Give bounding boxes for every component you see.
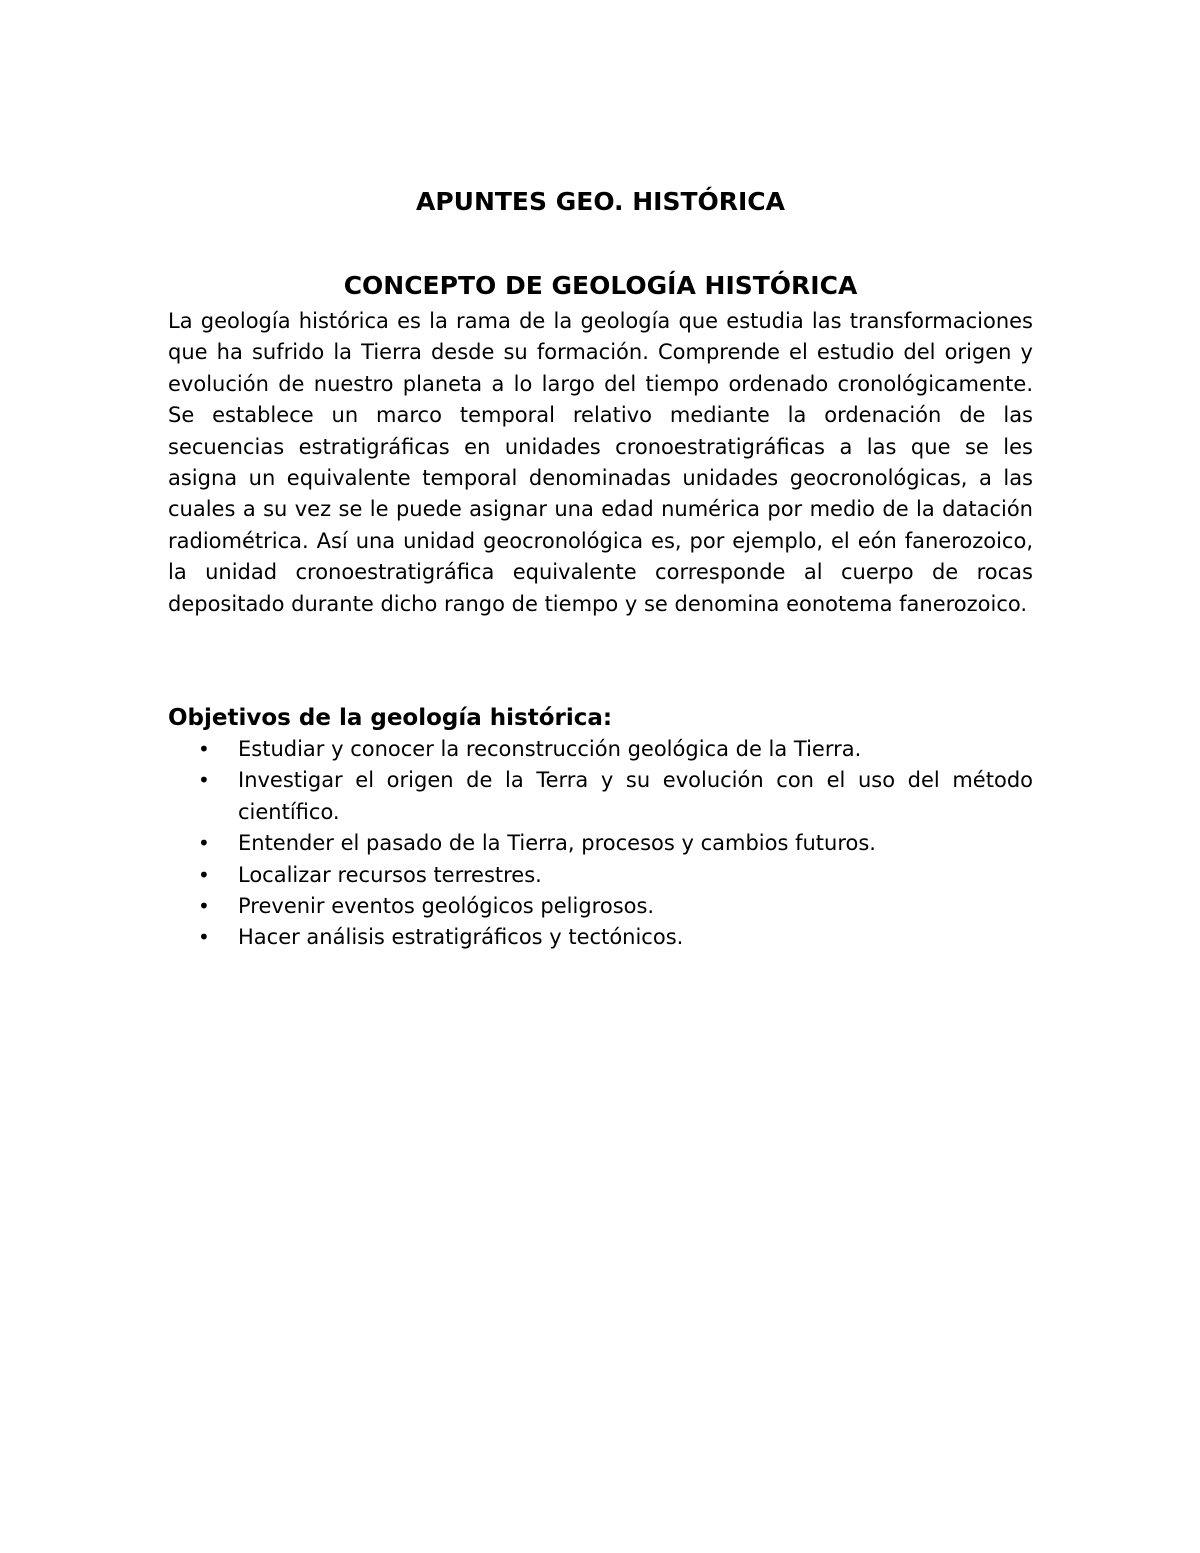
objectives-list (168, 734, 1033, 954)
list-item-text: Investigar el origen de la Terra y su evolución con el uso del método científico. (238, 768, 1033, 824)
bullet-icon: • (198, 925, 210, 950)
section-title: CONCEPTO DE GEOLOGÍA HISTÓRICA (343, 271, 858, 300)
list-item (168, 734, 1033, 765)
list-item-text: Entender el pasado de la Tierra, procesos y cambios futuros. (238, 831, 876, 856)
list-item (168, 922, 1033, 953)
list-item-text: Localizar recursos terrestres. (238, 862, 542, 887)
document-title: APUNTES GEO. HISTÓRICA (415, 187, 786, 216)
objectives-heading: Objetivos de la geología histórica: (168, 705, 613, 731)
list-item-text: Prevenir eventos geológicos peligrosos. (238, 894, 655, 919)
list-item-text: Estudiar y conocer la reconstrucción geológica de la Tierra. (238, 737, 862, 761)
bullet-icon: • (198, 737, 210, 761)
list-item-text: Hacer análisis estratigráficos y tectónicos. (238, 925, 684, 950)
list-item (168, 828, 1033, 859)
bullet-icon: • (198, 894, 210, 919)
bullet-icon: • (198, 768, 210, 793)
bullet-icon: • (198, 831, 210, 856)
bullet-icon: • (198, 862, 210, 887)
list-item (168, 860, 1033, 891)
list-item (168, 765, 1033, 828)
concept-paragraph: La geología histórica es la rama de la geología que estudia las transformaciones que ha sufrido la Tierra desde su formación. Comprende el estudio del origen y evolución de nuestro planeta a lo largo del tiempo ordenado cronológicamente. Se establece un marco temporal relativo mediante la ordenación de las secuencias estratigráficas en unidades cronoestratigráficas a las que se les asigna un equivalente temporal denominadas unidades geocronológicas, a las cuales a su vez se le puede asignar una edad numérica por medio de la datación radiométrica. Así una unidad geocronológica es, por ejemplo, el eón fanerozoico, la unidad cronoestratigráfica equivalente corresponde al cuerpo de rocas depositado durante dicho rango de tiempo y se denomina eonotema fanerozoico. (168, 309, 1033, 616)
list-item (168, 891, 1033, 922)
